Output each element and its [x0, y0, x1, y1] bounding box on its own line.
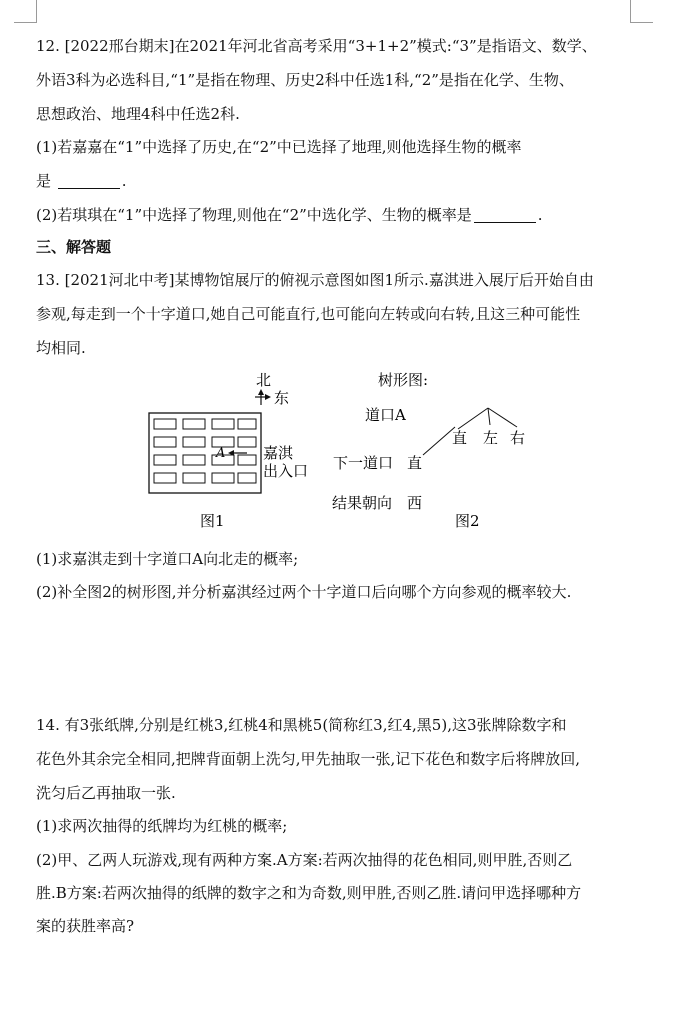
exhibit-block [183, 419, 205, 429]
tree-branch-right: 右 [510, 429, 526, 447]
q13-line-1: 13. [2021河北中考]某博物馆展厅的俯视示意图如图1所示.嘉淇进入展厅后开始自由 [36, 271, 594, 289]
north-arrow-head [258, 389, 264, 395]
figure-2-caption: 图2 [455, 512, 480, 530]
exhibit-block [238, 473, 256, 483]
q12-part-2: (2)若琪琪在“1”中选择了物理,则他在“2”中选化学、生物的概率是 . [36, 206, 543, 224]
tree-edge [488, 408, 517, 427]
exhibit-block [154, 437, 176, 447]
section-heading: 三、解答题 [36, 238, 112, 256]
q13-part-1: (1)求嘉淇走到十字道口A向北走的概率; [36, 550, 299, 568]
exhibit-block [238, 455, 256, 465]
tree-edge [488, 408, 490, 425]
q14-line-2: 花色外其余完全相同,把牌背面朝上洗匀,甲先抽取一张,记下花色和数字后将牌放回, [36, 750, 581, 768]
exhibit-block [154, 473, 176, 483]
north-label: 北 [256, 371, 272, 389]
q14-part-2-line-1: (2)甲、乙两人玩游戏,现有两种方案.A方案:若两次抽得的花色相同,则甲胜,否则乙 [36, 851, 573, 869]
q12-line-2: 外语3科为必选科目,“1”是指在物理、历史2科中任选1科,“2”是指在化学、生物、 [36, 71, 574, 89]
figure-2-tree-diagram [332, 371, 525, 530]
q14-part-2-line-3: 案的获胜率高? [36, 917, 135, 935]
exhibit-block [154, 455, 176, 465]
entrance-label-2: 出入口 [263, 462, 309, 480]
exhibit-block [212, 419, 234, 429]
tree-crossing-label: 道口A [365, 406, 406, 424]
exhibit-block [154, 419, 176, 429]
q14-part-1: (1)求两次抽得的纸牌均为红桃的概率; [36, 817, 288, 835]
q12-part-1: (1)若嘉嘉在“1”中选择了历史,在“2”中已选择了地理,则他选择生物的概率 [36, 138, 522, 156]
exhibit-block [183, 455, 205, 465]
q12-line-1: 12. [2022邢台期末]在2021年河北省高考采用“3+1+2”模式:“3”是指语文、数学、 [36, 37, 597, 55]
tree-next-crossing-label: 下一道口 [333, 454, 394, 472]
answer-blank[interactable] [58, 174, 120, 189]
q12-part-2-text: (2)若琪琪在“1”中选择了物理,则他在“2”中选化学、生物的概率是 [36, 206, 472, 224]
hall-exhibit-blocks [154, 419, 256, 483]
tree-result-value: 西 [407, 494, 423, 512]
exhibit-block [238, 437, 256, 447]
q12-part-1-end: 是 [36, 172, 52, 190]
exhibit-block [238, 419, 256, 429]
east-arrow-head [265, 394, 271, 400]
q14-line-1: 14. 有3张纸牌,分别是红桃3,红桃4和黑桃5(简称红3,红4,黑5),这3张牌除数字和 [36, 716, 567, 734]
tree-edge [458, 408, 488, 429]
q14-line-3: 洗匀后乙再抽取一张. [36, 784, 176, 802]
entrance-label-1: 嘉淇 [263, 444, 294, 462]
page-corner-mark-right [630, 0, 653, 23]
q12-part-1-cont: 是 . [36, 172, 127, 190]
tree-edge [423, 427, 455, 455]
exhibit-block [183, 473, 205, 483]
q13-part-2: (2)补全图2的树形图,并分析嘉淇经过两个十字道口后向哪个方向参观的概率较大. [36, 583, 572, 601]
figure-1-caption: 图1 [200, 512, 225, 530]
page-corner-mark-left [14, 0, 37, 23]
q12-line-3: 思想政治、地理4科中任选2科. [36, 105, 240, 123]
tree-result-label: 结果朝向 [332, 494, 393, 512]
tree-branch-left: 左 [483, 429, 499, 447]
exhibit-block [183, 437, 205, 447]
answer-blank[interactable] [474, 208, 536, 223]
tree-branch-straight: 直 [452, 429, 468, 447]
tree-straight-node: 直 [407, 454, 423, 472]
crossing-a-label: A [216, 446, 226, 461]
q13-line-3: 均相同. [36, 339, 86, 357]
figure-1-floor-plan [149, 371, 308, 530]
figure-area [0, 365, 693, 535]
q13-line-2: 参观,每走到一个十字道口,她自己可能直行,也可能向左转或向右转,且这三种可能性 [36, 305, 581, 323]
q14-part-2-line-2: 胜.B方案:若两次抽得的纸牌的数字之和为奇数,则甲胜,否则乙胜.请问甲选择哪种方 [36, 884, 582, 902]
east-label: 东 [274, 389, 290, 407]
exhibit-block [212, 473, 234, 483]
tree-title: 树形图: [378, 371, 429, 389]
